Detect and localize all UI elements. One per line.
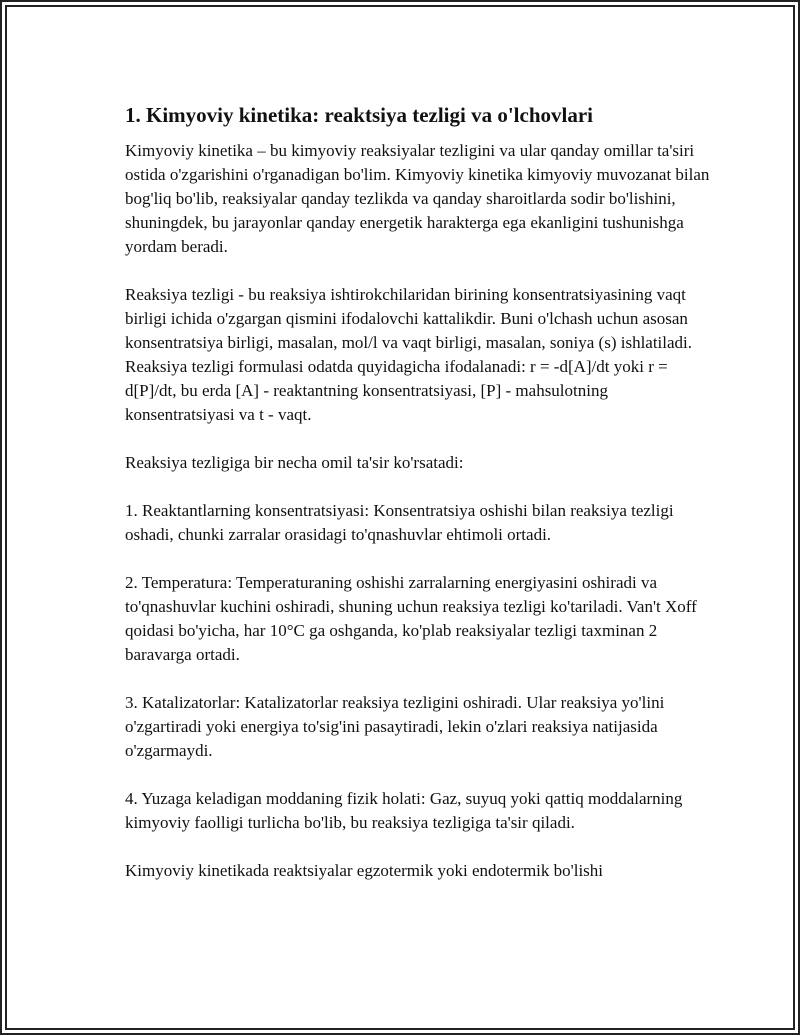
paragraph-factor-concentration: 1. Reaktantlarning konsentratsiyasi: Konsentratsiya oshishi bilan reaksiya tezligi oshadi, chunki zarralar orasidagi to'qnashuvlar ehtimoli ortadi.: [125, 501, 674, 544]
paragraph-closing: Kimyoviy kinetikada reaktsiyalar egzotermik yoki endotermik bo'lishi: [125, 861, 604, 880]
paragraph-rate-definition: Reaksiya tezligi - bu reaksiya ishtirokchilaridan birining konsentratsiyasining vaqt birligi ichida o'zgargan qismini ifodalovchi kattalikdir. Buni o'lchash uchun asosan konsentratsiya birligi, masalan, mol/l va vaqt birligi, masalan, soniya (s) ishlatiladi. Reaksiya tezligi formulasi odatda quyidagicha ifodalanadi: r = -d[A]/dt yoki r = d[P]/dt, bu erda [A] - reaktantning konsentratsiyasi, [P] - mahsulotning konsentratsiyasi va t - vaqt.: [125, 285, 693, 424]
paragraph-intro: Kimyoviy kinetika – bu kimyoviy reaksiyalar tezligini va ular qanday omillar ta'siri ostida o'zgarishini o'rganadigan bo'lim. Kimyoviy kinetika kimyoviy muvozanat bilan bog'liq bo'lib, reaksiyalar qanday tezlikda va qanday sharoitlarda sodir bo'lishini, shuningdek, bu jarayonlar qanday energetik harakterga ega ekanligini tushunishga yordam beradi.: [125, 141, 710, 256]
paragraph-factor-physical-state: 4. Yuzaga keladigan moddaning fizik holati: Gaz, suyuq yoki qattiq moddalarning kimyoviy faolligi turlicha bo'lib, bu reaksiya tezligiga ta'sir qiladi.: [125, 789, 683, 832]
document-body: [125, 101, 715, 907]
paragraph-factor-catalysts: 3. Katalizatorlar: Katalizatorlar reaksiya tezligini oshiradi. Ular reaksiya yo'lini o'zgartiradi yoki energiya to'sig'ini pasaytiradi, lekin o'zlari reaksiya natijasida o'zgarmaydi.: [125, 693, 665, 760]
document-title: 1. Kimyoviy kinetika: reaktsiya tezligi va o'lchovlari: [125, 103, 593, 127]
paragraph-factors-intro: Reaksiya tezligiga bir necha omil ta'sir ko'rsatadi:: [125, 453, 464, 472]
paragraph-factor-temperature: 2. Temperatura: Temperaturaning oshishi zarralarning energiyasini oshiradi va to'qnashuvlar kuchini oshiradi, shuning uchun reaksiya tezligi ko'tariladi. Van't Xoff qoidasi bo'yicha, har 10°C ga oshganda, ko'plab reaksiyalar tezligi taxminan 2 baravarga ortadi.: [125, 573, 697, 664]
